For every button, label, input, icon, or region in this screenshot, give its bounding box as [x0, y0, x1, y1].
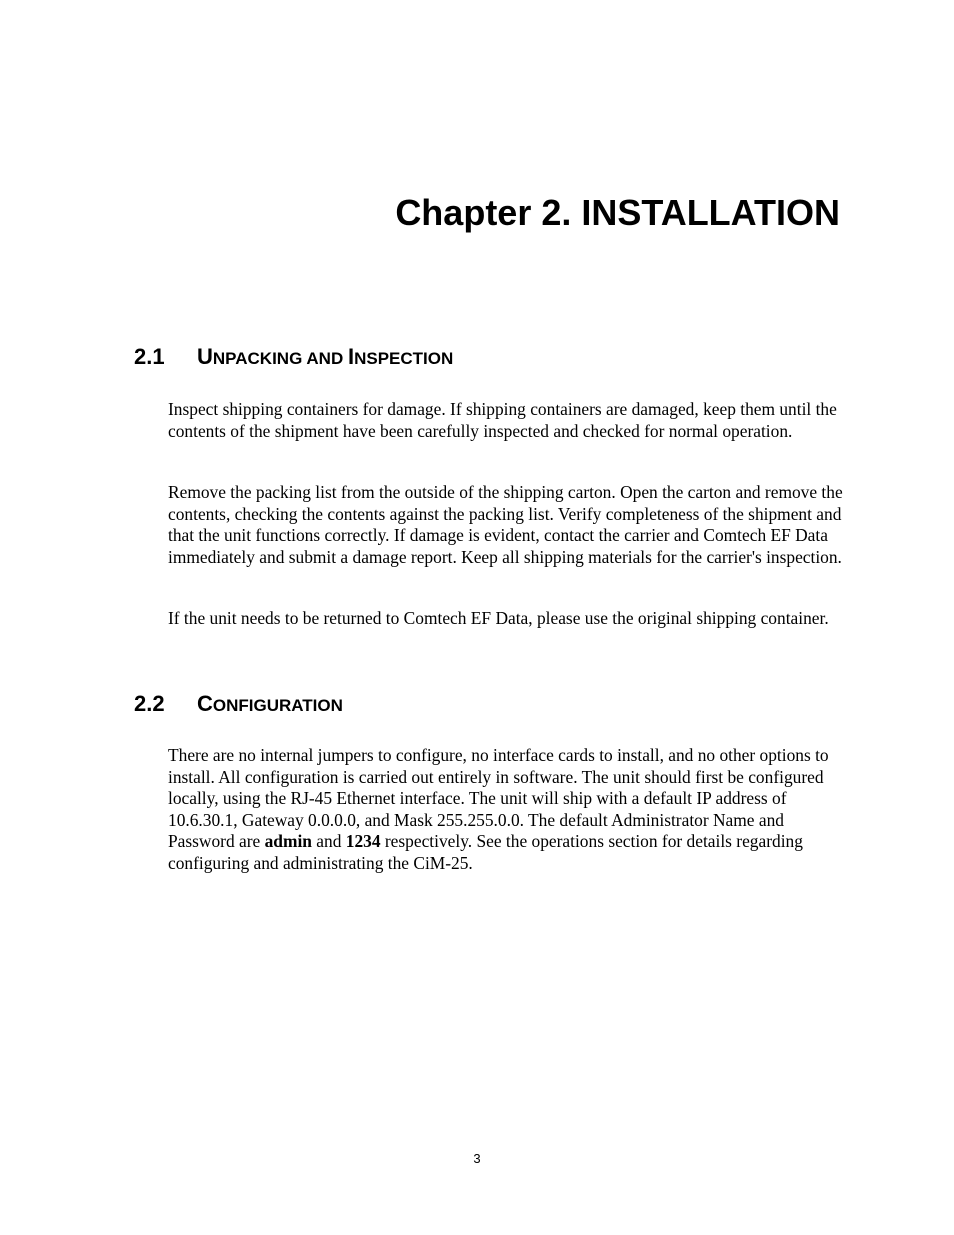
paragraph-configuration	[168, 745, 846, 875]
section-heading-unpacking	[134, 343, 453, 373]
section-title-part: C	[197, 691, 213, 716]
section-title-part: NSPECTION	[354, 349, 454, 368]
page-number: 3	[473, 1151, 481, 1166]
section-number: 2.1	[134, 344, 165, 369]
section-heading-configuration	[134, 690, 343, 720]
section-title	[197, 691, 343, 716]
section-title-part: ONFIGURATION	[212, 696, 343, 715]
section-number: 2.2	[134, 691, 165, 716]
default-admin-name: admin	[264, 831, 312, 852]
chapter-title: Chapter 2. INSTALLATION	[395, 192, 840, 233]
paragraph-remove-packing-list: Remove the packing list from the outside of the shipping carton. Open the carton and remove the contents, checking the contents against the packing list. Verify completeness of the shipment and that the unit functions correctly. If damage is evident, contact the carrier and Comtech EF Data immediately and submit a damage report. Keep all shipping materials for the carrier's inspection.	[168, 482, 843, 567]
paragraph-text: There are no internal jumpers to configure, no interface cards to install, and no other options to install. All configuration is carried out entirely in software. The unit should first be configured locally, using the RJ-45 Ethernet interface. The unit will ship with a default IP address of 10.6.30.1, Gateway 0.0.0.0, and Mask 255.255.0.0. The default Administrator Name and Password are	[168, 745, 829, 852]
section-title-part: NPACKING AND	[212, 349, 348, 368]
section-title-part: I	[347, 344, 355, 369]
paragraph-return-unit: If the unit needs to be returned to Comtech EF Data, please use the original shipping container.	[168, 608, 829, 628]
section-title-part: U	[197, 344, 213, 369]
section-title	[197, 344, 453, 369]
paragraph-text: respectively. See the operations section for details regarding configuring and administrating the CiM-25.	[168, 831, 803, 873]
default-password: 1234	[345, 831, 381, 852]
paragraph-inspect-containers: Inspect shipping containers for damage. If shipping containers are damaged, keep them until the contents of the shipment have been carefully inspected and checked for normal operation.	[168, 399, 837, 441]
paragraph-text: and	[311, 831, 346, 852]
